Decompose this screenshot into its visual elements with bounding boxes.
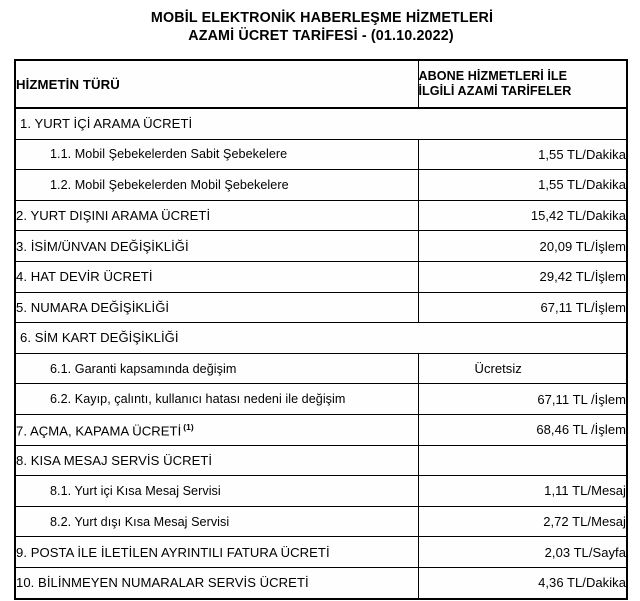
table-row bbox=[15, 445, 627, 476]
table-row bbox=[15, 353, 627, 384]
row-description: 5. NUMARA DEĞİŞİKLİĞİ bbox=[15, 292, 418, 323]
row-value: 68,46 TL /İşlem bbox=[418, 414, 627, 445]
row-description: 3. İSİM/ÜNVAN DEĞİŞİKLİĞİ bbox=[15, 231, 418, 262]
row-description: 10. BİLİNMEYEN NUMARALAR SERVİS ÜCRETİ bbox=[15, 567, 418, 598]
table-row bbox=[15, 384, 627, 415]
row-value: 2,03 TL/Sayfa bbox=[418, 537, 627, 568]
row-description bbox=[15, 414, 418, 445]
row-description: 9. POSTA İLE İLETİLEN AYRINTILI FATURA ÜCRETİ bbox=[15, 537, 418, 568]
row-value: 1,55 TL/Dakika bbox=[418, 139, 627, 170]
row-description: 1.1. Mobil Şebekelerden Sabit Şebekelere bbox=[15, 139, 418, 170]
document-title bbox=[0, 0, 640, 45]
row-description: 2. YURT DIŞINI ARAMA ÜCRETİ bbox=[15, 200, 418, 231]
table-row bbox=[15, 537, 627, 568]
row-value: 4,36 TL/Dakika bbox=[418, 567, 627, 598]
footnote-marker: (1) bbox=[183, 421, 194, 432]
row-value: 1,55 TL/Dakika bbox=[418, 170, 627, 201]
row-value: 1,11 TL/Mesaj bbox=[418, 476, 627, 507]
column-header-value-line-1: ABONE HİZMETLERİ İLE bbox=[418, 68, 568, 83]
column-header-description: HİZMETİN TÜRÜ bbox=[15, 60, 418, 108]
row-description: 6.1. Garanti kapsamında değişim bbox=[15, 353, 418, 384]
tariff-table bbox=[14, 59, 628, 600]
table-row bbox=[15, 292, 627, 323]
row-value: 2,72 TL/Mesaj bbox=[418, 506, 627, 537]
row-heading-label: 1. YURT İÇİ ARAMA ÜCRETİ bbox=[15, 108, 627, 139]
column-header-value-line-2: İLGİLİ AZAMİ TARİFELER bbox=[418, 84, 572, 98]
column-header-value bbox=[418, 60, 627, 108]
table-row bbox=[15, 231, 627, 262]
table-header-row bbox=[15, 60, 627, 108]
table-row bbox=[15, 414, 627, 445]
row-description: 6.2. Kayıp, çalıntı, kullanıcı hatası nedeni ile değişim bbox=[15, 384, 418, 415]
row-value: 20,09 TL/İşlem bbox=[418, 231, 627, 262]
document-title-line-2: AZAMİ ÜCRET TARİFESİ - (01.10.2022) bbox=[188, 28, 454, 44]
row-value: Ücretsiz bbox=[418, 353, 627, 384]
table-row bbox=[15, 108, 627, 139]
row-value bbox=[418, 445, 627, 476]
row-description: 4. HAT DEVİR ÜCRETİ bbox=[15, 261, 418, 292]
row-value: 67,11 TL/İşlem bbox=[418, 292, 627, 323]
table-row bbox=[15, 323, 627, 354]
table-row bbox=[15, 170, 627, 201]
row-description: 8.1. Yurt içi Kısa Mesaj Servisi bbox=[15, 476, 418, 507]
document-title-line-1: MOBİL ELEKTRONİK HABERLEŞME HİZMETLERİ bbox=[150, 10, 494, 26]
table-row bbox=[15, 261, 627, 292]
table-row bbox=[15, 506, 627, 537]
table-row bbox=[15, 476, 627, 507]
table-row bbox=[15, 200, 627, 231]
table-row bbox=[15, 567, 627, 598]
table-row bbox=[15, 139, 627, 170]
row-value: 15,42 TL/Dakika bbox=[418, 200, 627, 231]
row-description: 8.2. Yurt dışı Kısa Mesaj Servisi bbox=[15, 506, 418, 537]
row-description-text: 7. AÇMA, KAPAMA ÜCRETİ bbox=[16, 422, 182, 438]
row-value: 67,11 TL /İşlem bbox=[418, 384, 627, 415]
row-description: 8. KISA MESAJ SERVİS ÜCRETİ bbox=[15, 445, 418, 476]
row-value: 29,42 TL/İşlem bbox=[418, 261, 627, 292]
table-body bbox=[15, 108, 627, 599]
row-description: 1.2. Mobil Şebekelerden Mobil Şebekelere bbox=[15, 170, 418, 201]
row-heading-label: 6. SİM KART DEĞİŞİKLİĞİ bbox=[15, 323, 627, 354]
